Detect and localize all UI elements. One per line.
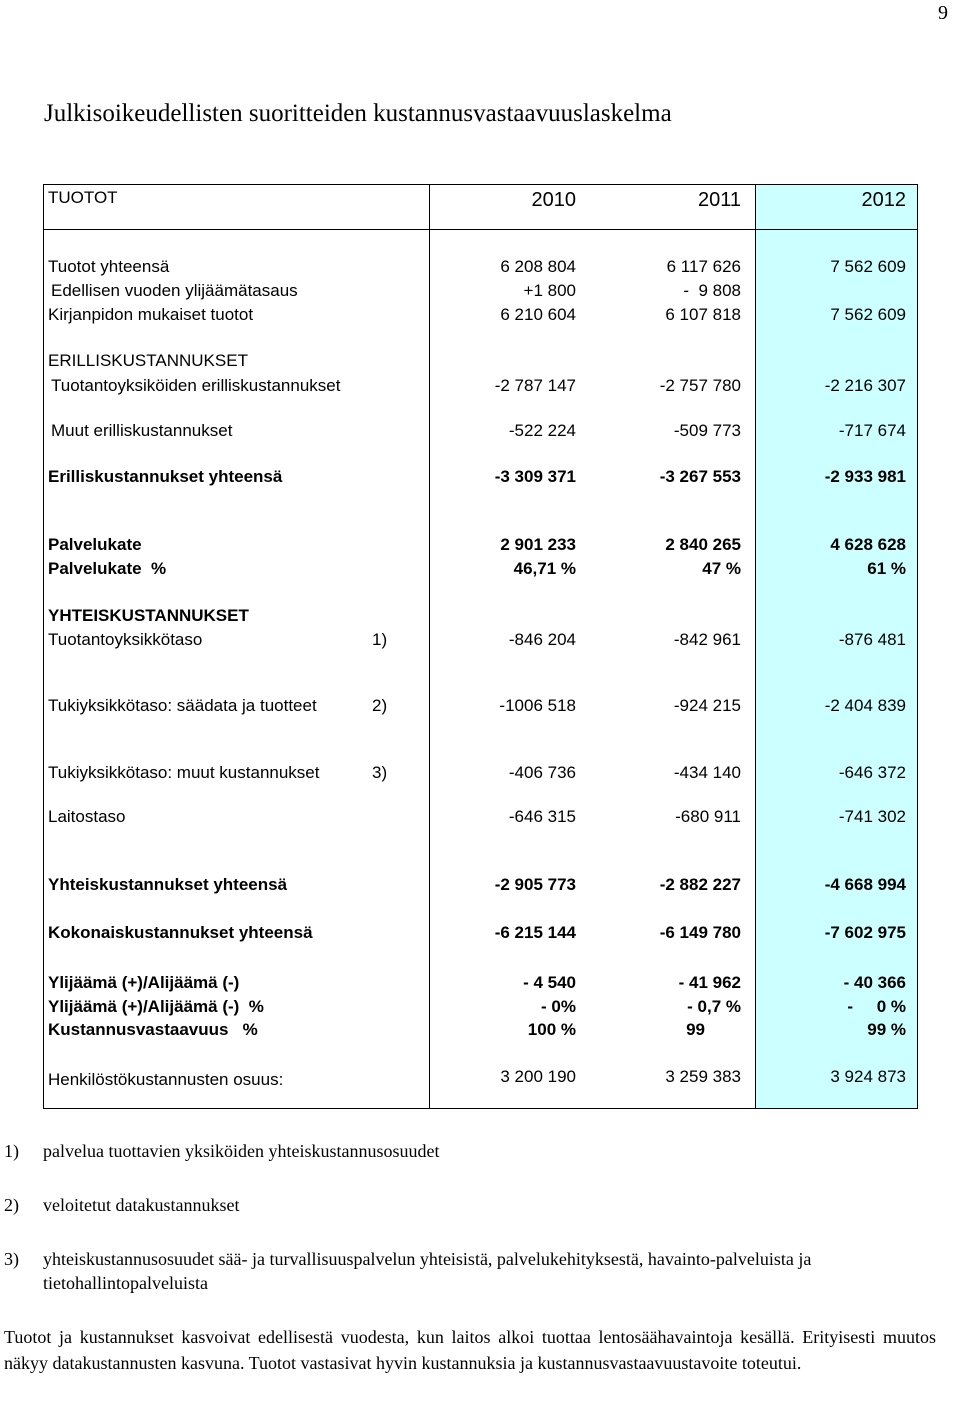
value-2011: - 0,7 % <box>687 997 741 1016</box>
year-2012: 2012 <box>861 189 906 211</box>
value-2012: -876 481 <box>838 630 906 649</box>
value-2012: 4 628 628 <box>830 535 906 554</box>
value-2012: -2 933 981 <box>824 467 906 486</box>
footnote-text: palvelua tuottavien yksiköiden yhteiskustannusosuudet <box>43 1141 440 1161</box>
value-2011: 47 % <box>702 559 741 578</box>
value-2012: -7 602 975 <box>824 923 906 942</box>
footnote-ref: 3) <box>372 763 388 782</box>
value-2012: -646 372 <box>838 763 906 782</box>
value-2012: - 0 % <box>847 997 906 1016</box>
value-2012: -4 668 994 <box>824 875 906 894</box>
row-label: Tukiyksikkötaso: säädata ja tuotteet <box>48 696 317 715</box>
value-2011: -924 215 <box>673 696 741 715</box>
row-label: Kirjanpidon mukaiset tuotot <box>48 305 254 324</box>
footnote-ref: 1) <box>372 630 388 649</box>
value-2011: -2 757 780 <box>659 376 741 395</box>
value-2011: -2 882 227 <box>659 875 741 894</box>
value-2010: 6 208 804 <box>500 257 576 276</box>
value-2012: 7 562 609 <box>830 305 906 324</box>
header-label: TUOTOT <box>48 188 118 207</box>
value-2011: - 9 808 <box>683 281 741 300</box>
value-2011: 99 <box>686 1020 705 1039</box>
value-2011: 6 117 626 <box>666 257 741 276</box>
row-label: Kokonaiskustannukset yhteensä <box>48 923 313 942</box>
value-2012: -2 216 307 <box>824 376 906 395</box>
value-2011: -434 140 <box>673 763 741 782</box>
value-2012: -717 674 <box>838 421 906 440</box>
year-2010: 2010 <box>531 189 576 211</box>
value-2012: 7 562 609 <box>830 257 906 276</box>
value-2010: -2 905 773 <box>494 875 576 894</box>
value-2012: 99 % <box>867 1020 906 1039</box>
cost-table <box>43 184 918 1109</box>
value-2011: - 41 962 <box>678 973 741 992</box>
footnote-number: 1) <box>4 1141 19 1161</box>
value-2010: -3 309 371 <box>494 467 576 486</box>
value-2010: +1 800 <box>523 281 576 300</box>
row-label: Yhteiskustannukset yhteensä <box>48 875 288 894</box>
row-label: Ylijäämä (+)/Alijäämä (-) <box>48 973 240 992</box>
row-label: Palvelukate <box>48 535 142 554</box>
footnote-ref: 2) <box>372 696 388 715</box>
value-2010: -2 787 147 <box>494 376 576 395</box>
page-number: 9 <box>938 2 948 24</box>
footnote-number: 2) <box>4 1195 19 1215</box>
value-2010: -406 736 <box>508 763 576 782</box>
value-2011: -842 961 <box>673 630 741 649</box>
value-2012: 3 924 873 <box>830 1067 906 1086</box>
value-2011: -6 149 780 <box>659 923 741 942</box>
row-label: Tuotantoyksikkötaso <box>48 630 203 649</box>
value-2010: -6 215 144 <box>494 923 576 942</box>
document-title: Julkisoikeudellisten suoritteiden kustannusvastaavuuslaskelma <box>44 100 672 127</box>
value-2010: 46,71 % <box>513 559 576 578</box>
value-2010: - 4 540 <box>523 973 576 992</box>
year-2011: 2011 <box>697 189 741 211</box>
row-label: Tuotantoyksiköiden erilliskustannukset <box>51 376 341 395</box>
value-2010: 100 % <box>527 1020 576 1039</box>
row-label: Laitostaso <box>48 807 126 826</box>
section-heading: ERILLISKUSTANNUKSET <box>48 351 248 370</box>
row-label: Edellisen vuoden ylijäämätasaus <box>51 281 298 300</box>
row-label: Ylijäämä (+)/Alijäämä (-) % <box>48 997 264 1016</box>
value-2011: 3 259 383 <box>665 1067 741 1086</box>
value-2012: - 40 366 <box>843 973 906 992</box>
value-2010: -646 315 <box>508 807 576 826</box>
footnote-text: veloitetut datakustannukset <box>43 1195 240 1215</box>
value-2010: -846 204 <box>508 630 576 649</box>
value-2012: -741 302 <box>838 807 906 826</box>
value-2011: -509 773 <box>673 421 741 440</box>
summary-paragraph: Tuotot ja kustannukset kasvoivat edellisestä vuodesta, kun laitos alkoi tuottaa lentosäähavaintoja kesällä. Erityisesti muutos näkyy datakustannusten kasvuna. Tuotot vastasivat hyvin kustannuksia ja kustannusvastaavuustavoite toteutui. <box>4 1327 936 1373</box>
value-2012: -2 404 839 <box>824 696 906 715</box>
row-label: Tukiyksikkötaso: muut kustannukset <box>48 763 320 782</box>
value-2011: -680 911 <box>675 807 741 826</box>
value-2010: -1006 518 <box>499 696 576 715</box>
value-2011: 6 107 818 <box>665 305 741 324</box>
row-label: Palvelukate % <box>48 559 167 578</box>
header-divider <box>44 229 917 230</box>
value-2010: - 0% <box>541 997 576 1016</box>
row-label: Muut erilliskustannukset <box>51 421 233 440</box>
value-2012: 61 % <box>867 559 906 578</box>
row-label: Tuotot yhteensä <box>48 257 170 276</box>
value-2010: 6 210 604 <box>500 305 576 324</box>
footnote-text: yhteiskustannusosuudet sää- ja turvallisuuspalvelun yhteisistä, palvelukehityksestä, havainto-palveluista ja tietohallintopalveluista <box>43 1249 812 1293</box>
footnote-number: 3) <box>4 1249 19 1269</box>
section-heading: YHTEISKUSTANNUKSET <box>48 606 249 625</box>
value-2010: -522 224 <box>508 421 576 440</box>
value-2010: 3 200 190 <box>500 1067 576 1086</box>
row-label: Kustannusvastaavuus % <box>48 1020 258 1039</box>
value-2011: 2 840 265 <box>665 535 741 554</box>
row-label: Henkilöstökustannusten osuus: <box>48 1070 284 1089</box>
value-2011: -3 267 553 <box>659 467 741 486</box>
row-label: Erilliskustannukset yhteensä <box>48 467 283 486</box>
value-2010: 2 901 233 <box>500 535 576 554</box>
